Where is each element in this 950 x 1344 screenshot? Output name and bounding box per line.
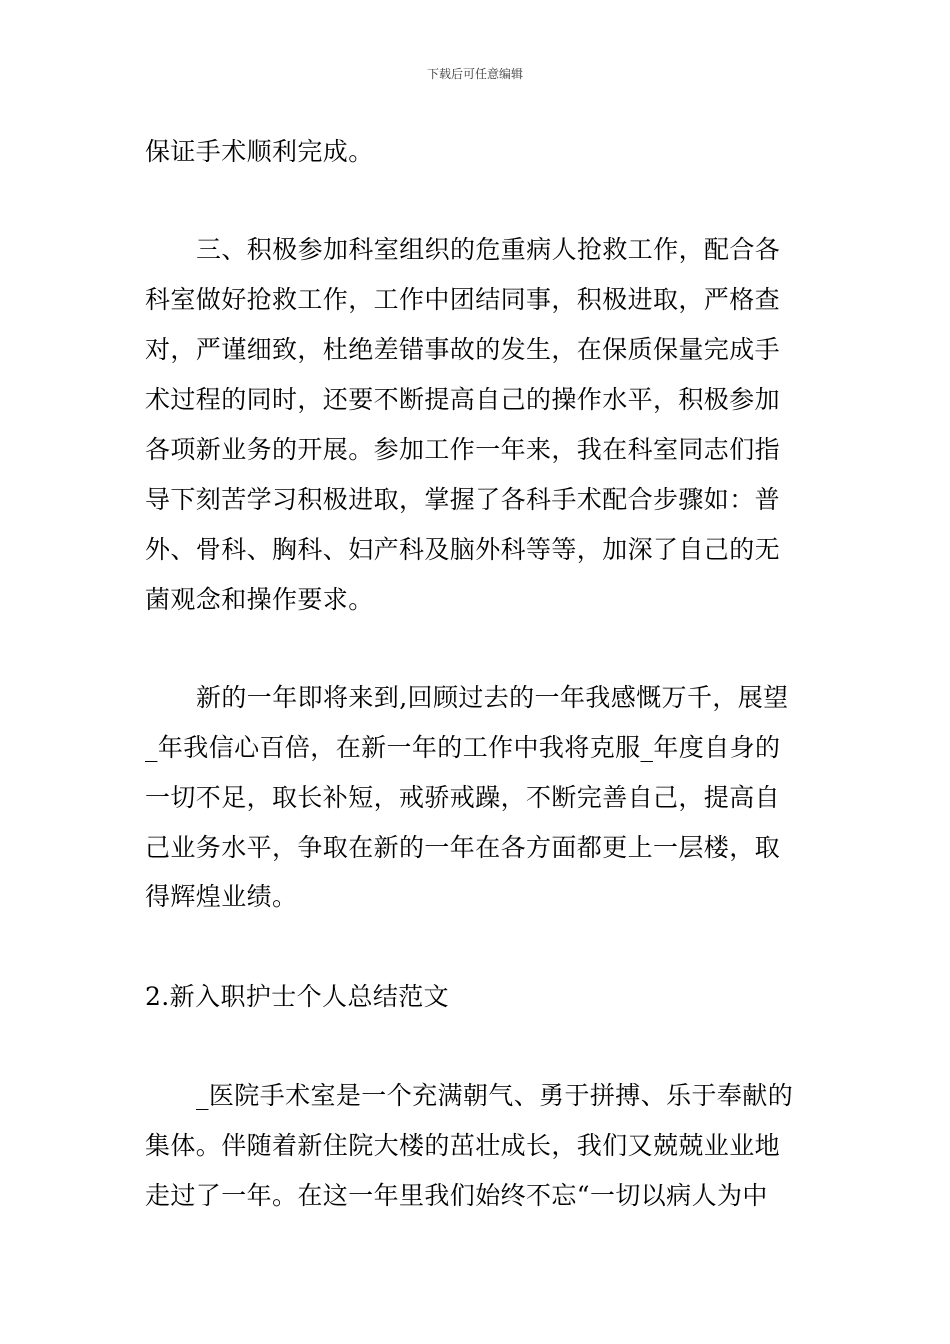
text-line: 保证手术顺利完成。 <box>145 137 374 166</box>
text-line: 术过程的同时，还要不断提高自己的操作水平，积极参加 <box>145 385 781 414</box>
text-line: 三、积极参加科室组织的危重病人抢救工作，配合各 <box>196 235 781 264</box>
text-line: 新的一年即将来到,回顾过去的一年我感慨万千，展望 <box>196 683 789 712</box>
text-line: _医院手术室是一个充满朝气、勇于拼搏、乐于奉献的 <box>196 1081 794 1110</box>
text-line: 外、骨科、胸科、妇产科及脑外科等等，加深了自己的无 <box>145 535 781 564</box>
section-heading: 2.新入职护士个人总结范文 <box>145 982 450 1011</box>
text-line: 一切不足，取长补短，戒骄戒躁，不断完善自己，提高自 <box>145 783 781 812</box>
header-note: 下载后可任意编辑 <box>426 67 523 81</box>
text-line: 导下刻苦学习积极进取，掌握了各科手术配合步骤如：普 <box>145 485 781 514</box>
text-line: 得辉煌业绩。 <box>145 882 298 911</box>
text-line: 科室做好抢救工作，工作中团结同事，积极进取，严格查 <box>145 285 781 314</box>
text-line: 各项新业务的开展。参加工作一年来，我在科室同志们指 <box>145 435 781 464</box>
text-line: 己业务水平，争取在新的一年在各方面都更上一层楼，取 <box>145 833 781 862</box>
text-line: 集体。伴随着新住院大楼的茁壮成长，我们又兢兢业业地 <box>145 1131 781 1160</box>
text-line: 对，严谨细致，杜绝差错事故的发生，在保质保量完成手 <box>145 335 781 364</box>
text-line: _年我信心百倍，在新一年的工作中我将克服_年度自身的 <box>145 733 781 762</box>
text-line: 菌观念和操作要求。 <box>145 585 374 614</box>
text-line: 走过了一年。在这一年里我们始终不忘“一切以病人为中 <box>145 1181 768 1210</box>
